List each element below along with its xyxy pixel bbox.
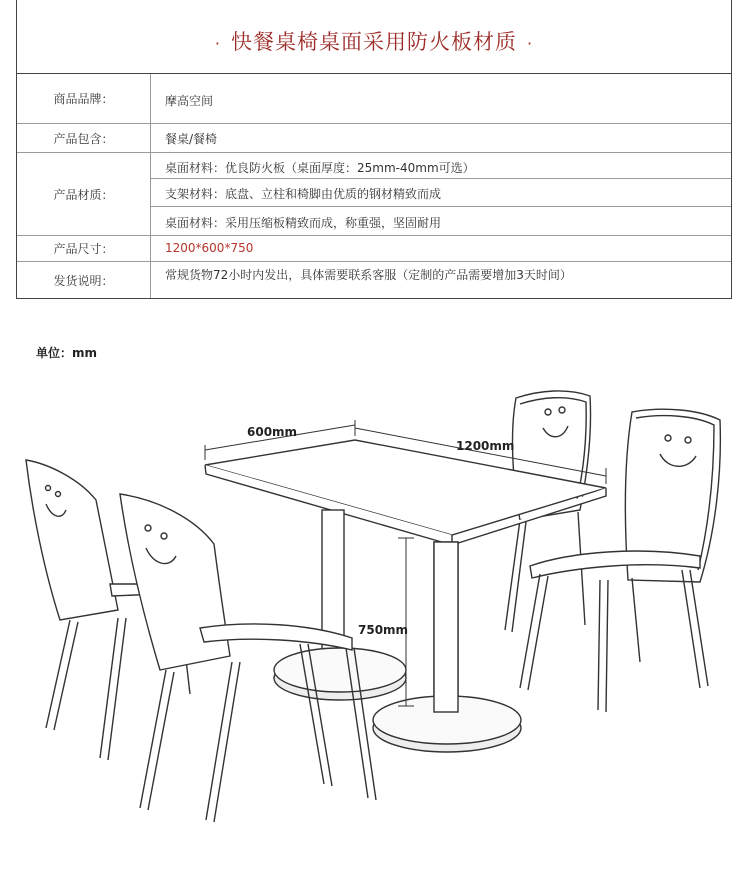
title-row — [17, 0, 731, 74]
title-text: 快餐桌椅桌面采用防火板材质 — [231, 30, 517, 54]
unit-label: 单位：mm — [36, 346, 98, 360]
spec-table — [16, 0, 732, 299]
spec-row-package — [17, 124, 731, 153]
title-dot-right: · — [527, 34, 534, 53]
material-line-1: 桌面材料：优良防火板（桌面厚度：25mm-40mm可选） — [165, 161, 475, 175]
size-label: 产品尺寸： — [17, 236, 151, 261]
dim-height-label: 750mm — [358, 623, 409, 637]
shipping-value: 常规货物72小时内发出，具体需要联系客服（定制的产品需要增加3天时间） — [165, 268, 572, 282]
package-value: 餐桌/餐椅 — [165, 132, 218, 146]
shipping-label: 发货说明： — [17, 262, 151, 298]
material-line-2: 支架材料：底盘、立柱和椅脚由优质的钢材精致而成 — [165, 187, 442, 201]
spec-row-shipping — [17, 262, 731, 298]
material-line-3: 桌面材料：采用压缩板精致而成，称重强，坚固耐用 — [165, 216, 442, 230]
spec-row-material — [17, 153, 731, 236]
dim-length-label: 1200mm — [456, 439, 515, 453]
dim-width-label: 600mm — [247, 425, 298, 439]
title-dot-left: · — [214, 34, 221, 53]
material-label: 产品材质： — [17, 153, 151, 235]
material-divider-1 — [151, 178, 731, 179]
spec-row-brand — [17, 74, 731, 124]
table-chair-drawing — [0, 370, 750, 886]
page-title — [205, 26, 543, 56]
package-label: 产品包含： — [17, 124, 151, 152]
spec-row-size — [17, 236, 731, 262]
brand-value: 摩高空间 — [165, 94, 214, 108]
brand-label: 商品品牌： — [17, 74, 151, 123]
size-value: 1200*600*750 — [165, 241, 254, 255]
material-divider-2 — [151, 206, 731, 207]
